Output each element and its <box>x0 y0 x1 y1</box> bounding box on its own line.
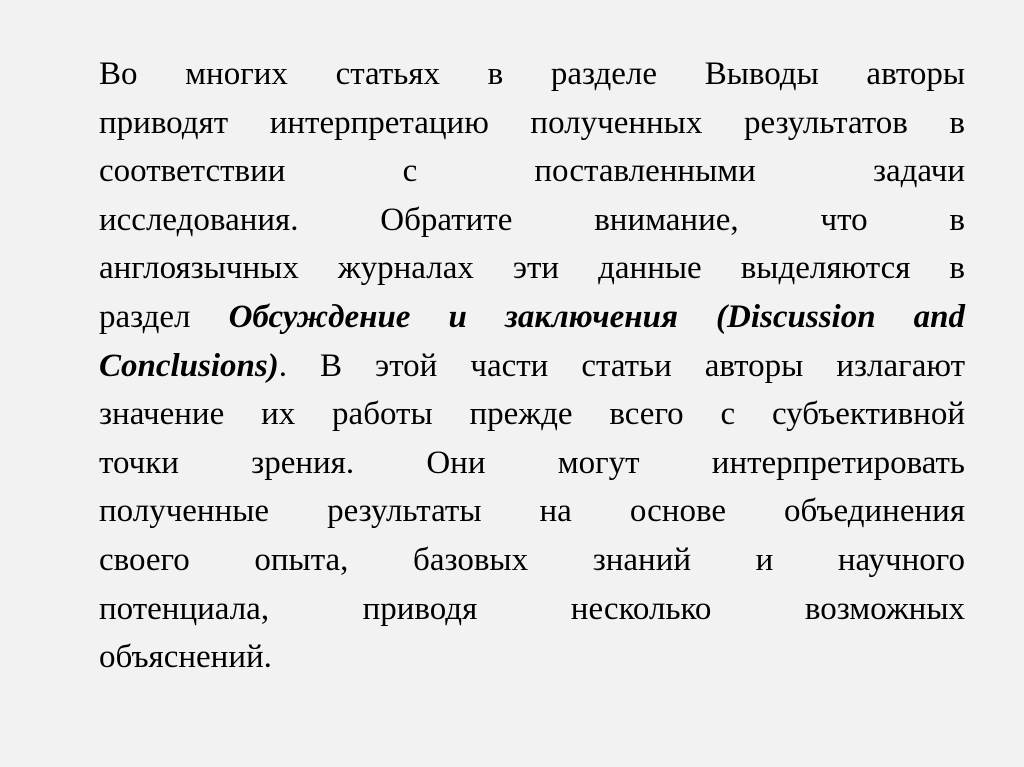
text-line: значение их работы прежде всего с субъективной <box>99 396 965 433</box>
text-line: соответствии с поставленными задачи <box>99 153 965 190</box>
body-paragraph <box>99 50 965 682</box>
text-line: исследования. Обратите внимание, что в <box>99 201 965 238</box>
emphasized-section-name: Conclusions) <box>99 347 279 384</box>
line-text: раздел <box>99 298 191 335</box>
text-line: приводят интерпретацию полученных результатов в <box>99 104 965 141</box>
line-text: . В этой части статьи авторы излагают <box>278 347 965 384</box>
text-line: потенциала, приводя несколько возможных <box>99 590 965 627</box>
text-line: англоязычных журналах эти данные выделяются в <box>99 250 965 287</box>
emphasized-section-name: Обсуждение и заключения (Discussion and <box>228 298 965 335</box>
text-line: Во многих статьях в разделе Выводы авторы <box>99 56 965 92</box>
text-line <box>99 342 965 391</box>
text-line: точки зрения. Они могут интерпретировать <box>99 444 965 481</box>
text-line <box>99 293 965 342</box>
text-line: полученные результаты на основе объединения <box>99 493 965 530</box>
text-line: объяснений. <box>99 639 272 676</box>
text-line: своего опыта, базовых знаний и научного <box>99 541 965 578</box>
